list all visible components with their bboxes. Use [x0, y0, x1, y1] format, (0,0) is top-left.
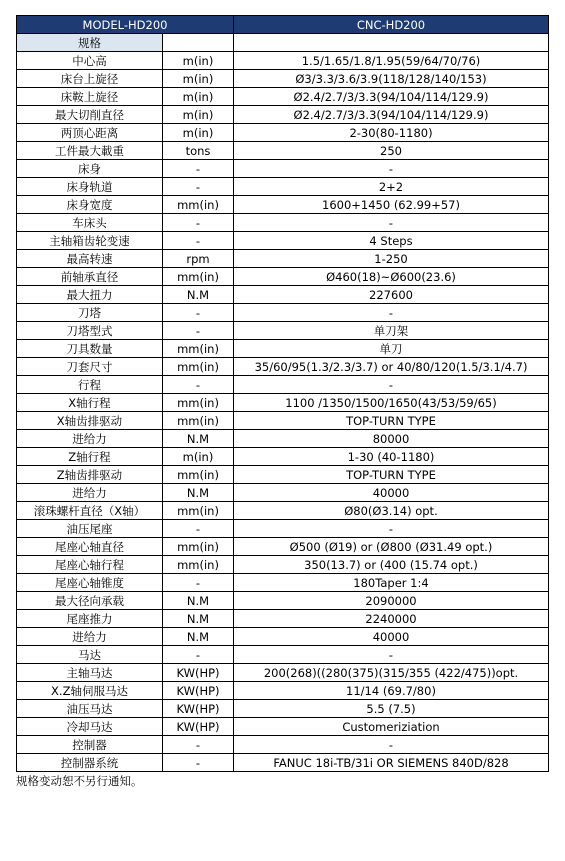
- spec-row: [17, 250, 549, 268]
- spec-label: 工件最大載重: [17, 142, 163, 160]
- spec-row: [17, 178, 549, 196]
- spec-row: [17, 664, 549, 682]
- spec-label: 控制器: [17, 736, 163, 754]
- spec-value: [234, 34, 549, 52]
- spec-unit: -: [163, 754, 234, 772]
- spec-label: 床身: [17, 160, 163, 178]
- spec-unit: N.M: [163, 628, 234, 646]
- model-header: MODEL-HD200: [17, 16, 234, 34]
- spec-value: 1600+1450 (62.99+57): [234, 196, 549, 214]
- spec-label: 规格: [17, 34, 163, 52]
- spec-label: 主轴箱齿轮变速: [17, 232, 163, 250]
- spec-value: Ø500 (Ø19) or (Ø800 (Ø31.49 opt.): [234, 538, 549, 556]
- spec-value: 250: [234, 142, 549, 160]
- spec-row: [17, 448, 549, 466]
- spec-unit: N.M: [163, 430, 234, 448]
- spec-label: 前轴承直径: [17, 268, 163, 286]
- spec-row: [17, 70, 549, 88]
- spec-label: 床身轨道: [17, 178, 163, 196]
- spec-row: [17, 358, 549, 376]
- spec-value: 227600: [234, 286, 549, 304]
- spec-row: [17, 628, 549, 646]
- spec-value: TOP-TURN TYPE: [234, 466, 549, 484]
- spec-row: [17, 196, 549, 214]
- spec-row: [17, 736, 549, 754]
- spec-row: [17, 304, 549, 322]
- spec-unit: m(in): [163, 124, 234, 142]
- spec-value: -: [234, 214, 549, 232]
- spec-value: 40000: [234, 628, 549, 646]
- spec-unit: -: [163, 304, 234, 322]
- spec-value: TOP-TURN TYPE: [234, 412, 549, 430]
- spec-label: Z轴行程: [17, 448, 163, 466]
- spec-row: [17, 232, 549, 250]
- spec-value: 1-30 (40-1180): [234, 448, 549, 466]
- spec-row: [17, 520, 549, 538]
- spec-label: 尾座推力: [17, 610, 163, 628]
- spec-row: [17, 412, 549, 430]
- spec-value: 200(268)((280(375)(315/355 (422/475))opt.: [234, 664, 549, 682]
- spec-value: -: [234, 304, 549, 322]
- spec-value: 4 Steps: [234, 232, 549, 250]
- spec-value: 单刀: [234, 340, 549, 358]
- spec-unit: -: [163, 736, 234, 754]
- spec-value: 11/14 (69.7/80): [234, 682, 549, 700]
- spec-label: 刀套尺寸: [17, 358, 163, 376]
- spec-value: Customeriziation: [234, 718, 549, 736]
- spec-label: 进给力: [17, 628, 163, 646]
- spec-label: 最大扭力: [17, 286, 163, 304]
- spec-row: [17, 574, 549, 592]
- spec-unit: m(in): [163, 448, 234, 466]
- spec-label: 油压马达: [17, 700, 163, 718]
- spec-unit: -: [163, 232, 234, 250]
- spec-value: 40000: [234, 484, 549, 502]
- spec-row: [17, 160, 549, 178]
- spec-unit: N.M: [163, 484, 234, 502]
- spec-value: 1100 /1350/1500/1650(43/53/59/65): [234, 394, 549, 412]
- spec-value: 5.5 (7.5): [234, 700, 549, 718]
- spec-row: [17, 34, 549, 52]
- spec-unit: -: [163, 178, 234, 196]
- spec-unit: -: [163, 574, 234, 592]
- spec-label: 控制器系统: [17, 754, 163, 772]
- spec-row: [17, 484, 549, 502]
- spec-unit: mm(in): [163, 268, 234, 286]
- spec-label: 最高转速: [17, 250, 163, 268]
- spec-row: [17, 214, 549, 232]
- spec-label: 中心高: [17, 52, 163, 70]
- spec-label: 最大切削直径: [17, 106, 163, 124]
- spec-unit: -: [163, 520, 234, 538]
- spec-value: 2090000: [234, 592, 549, 610]
- spec-label: X轴行程: [17, 394, 163, 412]
- spec-value: 1.5/1.65/1.8/1.95(59/64/70/76): [234, 52, 549, 70]
- spec-label: 最大径向承载: [17, 592, 163, 610]
- spec-unit: mm(in): [163, 556, 234, 574]
- spec-unit: tons: [163, 142, 234, 160]
- spec-label: 进给力: [17, 484, 163, 502]
- spec-value: -: [234, 160, 549, 178]
- spec-label: 冷却马达: [17, 718, 163, 736]
- spec-unit: mm(in): [163, 466, 234, 484]
- spec-label: 刀塔: [17, 304, 163, 322]
- spec-unit: mm(in): [163, 358, 234, 376]
- spec-row: [17, 124, 549, 142]
- spec-row: [17, 286, 549, 304]
- spec-unit: -: [163, 160, 234, 178]
- spec-row: [17, 340, 549, 358]
- spec-table: [16, 15, 549, 772]
- spec-label: 尾座心轴直径: [17, 538, 163, 556]
- spec-unit: [163, 34, 234, 52]
- spec-label: 行程: [17, 376, 163, 394]
- spec-unit: KW(HP): [163, 682, 234, 700]
- spec-row: [17, 322, 549, 340]
- spec-value: Ø80(Ø3.14) opt.: [234, 502, 549, 520]
- spec-label: X轴齿排驱动: [17, 412, 163, 430]
- spec-value: FANUC 18i-TB/31i OR SIEMENS 840D/828: [234, 754, 549, 772]
- spec-row: [17, 88, 549, 106]
- spec-unit: -: [163, 376, 234, 394]
- spec-value: -: [234, 646, 549, 664]
- spec-label: 尾座心轴锥度: [17, 574, 163, 592]
- spec-value: Ø2.4/2.7/3/3.3(94/104/114/129.9): [234, 106, 549, 124]
- spec-unit: N.M: [163, 286, 234, 304]
- spec-row: [17, 610, 549, 628]
- spec-row: [17, 142, 549, 160]
- spec-row: [17, 502, 549, 520]
- spec-value: 单刀架: [234, 322, 549, 340]
- spec-row: [17, 718, 549, 736]
- spec-unit: mm(in): [163, 412, 234, 430]
- spec-value: 180Taper 1:4: [234, 574, 549, 592]
- spec-row: [17, 466, 549, 484]
- spec-value: Ø3/3.3/3.6/3.9(118/128/140/153): [234, 70, 549, 88]
- spec-row: [17, 394, 549, 412]
- spec-row: [17, 268, 549, 286]
- spec-label: 床鞍上旋径: [17, 88, 163, 106]
- spec-unit: m(in): [163, 70, 234, 88]
- spec-row: [17, 556, 549, 574]
- spec-value: 350(13.7) or (400 (15.74 opt.): [234, 556, 549, 574]
- spec-label: 床身宽度: [17, 196, 163, 214]
- spec-unit: rpm: [163, 250, 234, 268]
- spec-value: 2240000: [234, 610, 549, 628]
- spec-unit: -: [163, 322, 234, 340]
- spec-row: [17, 376, 549, 394]
- spec-label: 滚珠螺杆直径（X轴）: [17, 502, 163, 520]
- spec-row: [17, 646, 549, 664]
- spec-value: Ø2.4/2.7/3/3.3(94/104/114/129.9): [234, 88, 549, 106]
- spec-value: 80000: [234, 430, 549, 448]
- spec-value: 2-30(80-1180): [234, 124, 549, 142]
- spec-row: [17, 682, 549, 700]
- spec-row: [17, 538, 549, 556]
- spec-value: Ø460(18)~Ø600(23.6): [234, 268, 549, 286]
- spec-label: X.Z轴伺服马达: [17, 682, 163, 700]
- spec-value: -: [234, 736, 549, 754]
- spec-value: 1-250: [234, 250, 549, 268]
- spec-unit: m(in): [163, 106, 234, 124]
- spec-table-body: [17, 16, 549, 772]
- spec-value: 2+2: [234, 178, 549, 196]
- spec-unit: N.M: [163, 610, 234, 628]
- spec-value: 35/60/95(1.3/2.3/3.7) or 40/80/120(1.5/3.1/4.7): [234, 358, 549, 376]
- spec-unit: mm(in): [163, 538, 234, 556]
- spec-row: [17, 430, 549, 448]
- spec-label: 刀塔型式: [17, 322, 163, 340]
- spec-label: Z轴齿排驱动: [17, 466, 163, 484]
- footnote: 规格变动恕不另行通知。: [16, 774, 143, 788]
- spec-label: 进给力: [17, 430, 163, 448]
- spec-label: 尾座心轴行程: [17, 556, 163, 574]
- spec-unit: mm(in): [163, 394, 234, 412]
- spec-unit: m(in): [163, 52, 234, 70]
- spec-label: 两顶心距离: [17, 124, 163, 142]
- spec-row: [17, 592, 549, 610]
- spec-unit: KW(HP): [163, 700, 234, 718]
- spec-unit: KW(HP): [163, 718, 234, 736]
- machine-name-header: CNC-HD200: [234, 16, 549, 34]
- spec-label: 床台上旋径: [17, 70, 163, 88]
- spec-unit: -: [163, 214, 234, 232]
- spec-value: -: [234, 520, 549, 538]
- spec-label: 车床头: [17, 214, 163, 232]
- spec-row: [17, 106, 549, 124]
- spec-unit: N.M: [163, 592, 234, 610]
- header-row: [17, 16, 549, 34]
- spec-label: 马达: [17, 646, 163, 664]
- spec-row: [17, 700, 549, 718]
- spec-row: [17, 52, 549, 70]
- spec-row: [17, 754, 549, 772]
- spec-unit: KW(HP): [163, 664, 234, 682]
- spec-label: 刀具数量: [17, 340, 163, 358]
- spec-value: -: [234, 376, 549, 394]
- spec-label: 主轴马达: [17, 664, 163, 682]
- spec-unit: mm(in): [163, 196, 234, 214]
- spec-unit: -: [163, 646, 234, 664]
- spec-unit: m(in): [163, 88, 234, 106]
- spec-unit: mm(in): [163, 340, 234, 358]
- spec-unit: mm(in): [163, 502, 234, 520]
- spec-label: 油压尾座: [17, 520, 163, 538]
